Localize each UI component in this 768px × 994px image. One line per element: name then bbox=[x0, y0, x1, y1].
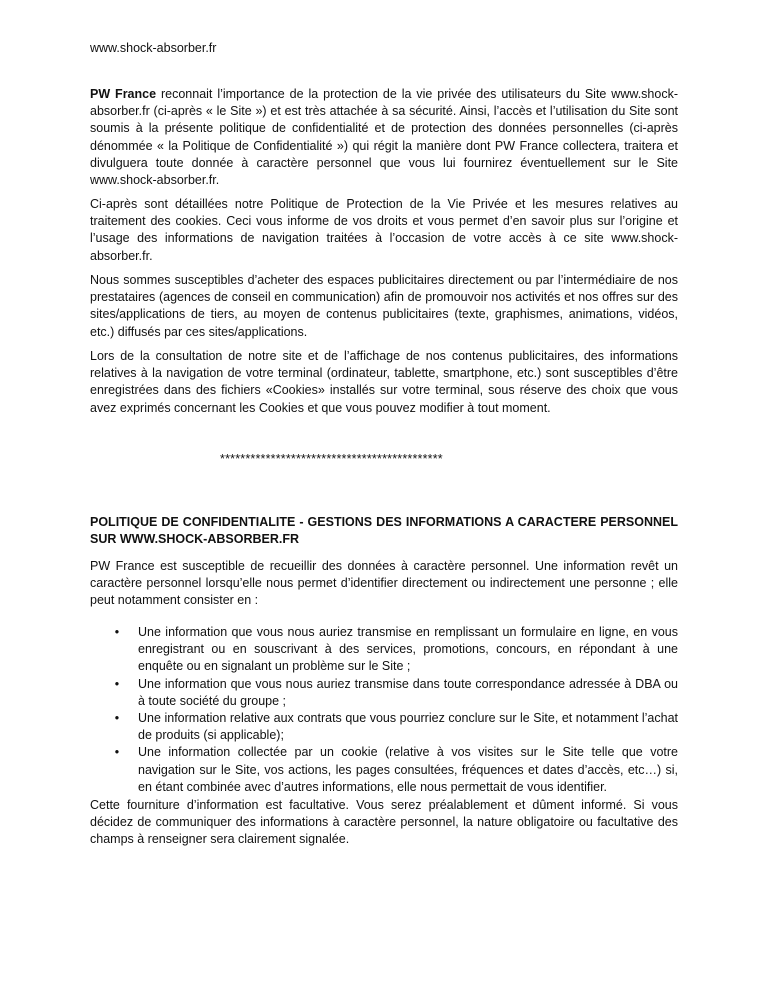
list-item: • Une information que vous nous auriez transmise dans toute correspondance adressée à DBA ou à toute société du groupe ; bbox=[90, 676, 678, 710]
intro-paragraph bbox=[90, 86, 678, 189]
list-item: • Une information relative aux contrats que vous pourriez conclure sur le Site, et notamment l’achat de produits (si applicable); bbox=[90, 710, 678, 744]
bullet-marker: • bbox=[114, 745, 120, 760]
personal-data-list bbox=[90, 624, 678, 796]
bullet-marker: • bbox=[114, 676, 120, 691]
separator-stars: ******************************************** bbox=[220, 452, 443, 466]
list-item: • Une information que vous nous auriez transmise en remplissant un formulaire en ligne, en vous enregistrant ou en souscrivant à des services, promotions, concours, en répondant à une enquête ou en signalant un problème sur le Site ; bbox=[90, 624, 678, 676]
list-item: • Une information collectée par un cookie (relative à vos visites sur le Site telle que votre navigation sur le Site, vos actions, les pages consultées, fréquences et dates d’accès, etc…) si, en étant combinée avec d’autres informations, elle nous permettait de vous identifier. bbox=[90, 744, 678, 796]
personal-data-paragraph: PW France est susceptible de recueillir des données à caractère personnel. Une information revêt un caractère personnel lorsqu’elle nous permet d’identifier directement ou indirectement une personne ; elle peut notamment consister en : bbox=[90, 559, 678, 608]
page-header-url: www.shock-absorber.fr bbox=[90, 41, 217, 55]
advertising-paragraph: Nous sommes susceptibles d’acheter des espaces publicitaires directement ou par l’intermédiaire de nos prestataires (agences de conseil en communication) afin de promouvoir nos activités et nos offres sur des sites/applications de tiers, au moyen de contenus publicitaires (texte, graphismes, animations, vidéos, etc.) diffusés par ces sites/applications. bbox=[90, 273, 678, 339]
intro-text: reconnait l’importance de la protection de la vie privée des utilisateurs du Site www.shock-absorber.fr (ci-après « le Site ») et est très attachée à sa sécurité. Ainsi, l’accès et l’utilisation du Site sont soumis à la présente politique de confidentialité et de protection des données personnelles (ci-après dénommée « la Politique de Confidentialité ») qui régit la manière dont PW France collectera, traitera et divulguera toute donnée à caractère personnel que vous lui fournirez éventuellement sur le Site www.shock-absorber.fr. bbox=[90, 87, 678, 188]
closing-paragraph: Cette fourniture d’information est facultative. Vous serez préalablement et dûment informé. Si vous décidez de communiquer des informations à caractère personnel, la nature obligatoire ou facultative des champs à renseigner sera clairement signalée. bbox=[90, 798, 678, 847]
bullet-marker: • bbox=[114, 625, 120, 639]
cookies-intro-paragraph: Ci-après sont détaillées notre Politique de Protection de la Vie Privée et les mesures relatives au traitement des cookies. Ceci vous informe de vos droits et vous permet d’en savoir plus sur l’origine et l’usage des informations de navigation traitées à l’occasion de votre accès à ce site www.shock-absorber.fr. bbox=[90, 197, 678, 263]
navigation-paragraph: Lors de la consultation de notre site et de l’affichage de nos contenus publicitaires, des informations relatives à la navigation de votre terminal (ordinateur, tablette, smartphone, etc.) sont susceptibles d’être enregistrées dans des fichiers «Cookies» installés sur votre terminal, sous réserve des choix que vous avez exprimés concernant les Cookies et que vous pouvez modifier à tout moment. bbox=[90, 349, 678, 415]
bullet-marker: • bbox=[114, 711, 120, 726]
brand-name: PW France bbox=[90, 87, 157, 101]
section-heading: POLITIQUE DE CONFIDENTIALITE - GESTIONS DES INFORMATIONS A CARACTERE PERSONNEL SUR WWW.SHOCK-ABSORBER.FR bbox=[90, 515, 678, 547]
